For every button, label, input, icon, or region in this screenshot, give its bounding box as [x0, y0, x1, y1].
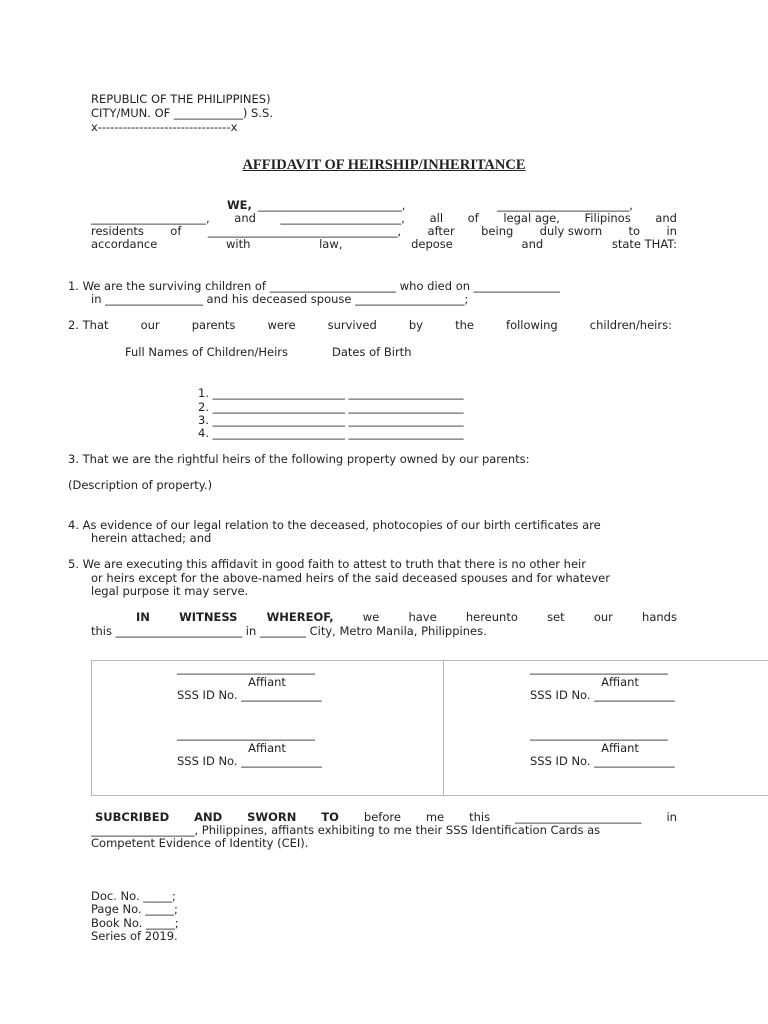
intro-word: legal age, — [503, 211, 560, 225]
item-2-word: were — [267, 318, 296, 332]
witness-word: we — [362, 610, 380, 624]
jurat-line-1 — [95, 810, 677, 824]
affiant-label: Affiant — [248, 741, 286, 755]
intro-word: and — [655, 211, 677, 225]
intro-word: and — [234, 211, 256, 225]
sss-id-field: SSS ID No. ______________ — [530, 754, 675, 768]
jurat-word: SUBCRIBED — [95, 810, 170, 824]
witness-word: hereunto — [465, 610, 518, 624]
item-1-line-2: in _________________ and his deceased spouse ___________________; — [91, 292, 469, 306]
heirs-column-names: Full Names of Children/Heirs — [125, 345, 288, 359]
sss-id-field: SSS ID No. ______________ — [177, 754, 322, 768]
header-republic: REPUBLIC OF THE PHILIPPINES) — [91, 92, 271, 106]
page-number: Page No. _____; — [91, 902, 178, 916]
jurat-word: this — [469, 810, 491, 824]
intro-word: of — [170, 224, 182, 238]
witness-line-1 — [136, 610, 677, 624]
signature-line: ________________________ — [530, 661, 668, 675]
intro-word: to — [628, 224, 641, 238]
book-number: Book No. _____; — [91, 916, 179, 930]
item-5-line-2: or heirs except for the above-named heirs of the said deceased spouses and for whatever — [91, 571, 610, 585]
jurat-word: SWORN — [247, 810, 297, 824]
item-2-word: parents — [191, 318, 236, 332]
witness-word: have — [408, 610, 437, 624]
intro-word: depose — [411, 237, 453, 251]
item-2-word: the — [455, 318, 474, 332]
witness-word: our — [593, 610, 613, 624]
item-2-word: by — [408, 318, 423, 332]
item-2-word: children/heirs: — [589, 318, 672, 332]
intro-word: all — [429, 211, 444, 225]
intro-word: accordance — [91, 237, 158, 251]
intro-word: in — [666, 224, 677, 238]
witness-word: WITNESS — [179, 610, 238, 624]
series-year: Series of 2019. — [91, 929, 178, 943]
item-5-line-3: legal purpose it may serve. — [91, 584, 249, 598]
intro-line-3 — [91, 224, 677, 238]
item-4-line-2: herein attached; and — [91, 531, 212, 545]
intro-word: state THAT: — [611, 237, 677, 251]
witness-word: IN — [136, 610, 150, 624]
item-2-word: survived — [327, 318, 377, 332]
jurat-word: TO — [321, 810, 339, 824]
witness-word: set — [547, 610, 565, 624]
item-2-line — [68, 318, 672, 332]
intro-word: _____________________, — [280, 211, 405, 225]
jurat-word: in — [666, 810, 677, 824]
jurat-word: AND — [194, 810, 223, 824]
intro-line-4 — [91, 237, 677, 251]
jurat-line-2: __________________, Philippines, affiants exhibiting to me their SSS Identification Cards as — [91, 823, 601, 837]
item-2-word: our — [140, 318, 160, 332]
affiant-label: Affiant — [248, 675, 286, 689]
intro-word: law, — [319, 237, 343, 251]
header-city: CITY/MUN. OF ____________) S.S. — [91, 106, 273, 120]
jurat-word: before — [363, 810, 401, 824]
heir-row: 1. _______________________ ____________________ — [198, 386, 464, 400]
signature-line: ________________________ — [177, 727, 315, 741]
item-1-line-1: 1. We are the surviving children of ______________________ who died on _______________ — [68, 279, 560, 293]
intro-word: with — [225, 237, 251, 251]
item-2-word: following — [506, 318, 558, 332]
doc-number: Doc. No. _____; — [91, 889, 176, 903]
intro-blank-2: _______________________, — [497, 198, 633, 212]
witness-word: hands — [642, 610, 677, 624]
intro-word: of — [467, 211, 479, 225]
jurat-line-3: Competent Evidence of Identity (CEI). — [91, 836, 309, 850]
item-5-line-1: 5. We are executing this affidavit in good faith to attest to truth that there is no other heir — [68, 557, 586, 571]
intro-word: and — [521, 237, 544, 251]
intro-word: residents — [91, 224, 144, 238]
page-title: AFFIDAVIT OF HEIRSHIP/INHERITANCE — [242, 157, 526, 173]
heir-row: 4. _______________________ ____________________ — [198, 426, 464, 440]
sss-id-field: SSS ID No. ______________ — [530, 688, 675, 702]
intro-word: ____________________, — [91, 211, 210, 225]
intro-line-2 — [91, 211, 677, 225]
signature-line: ________________________ — [177, 661, 315, 675]
jurat-word: ______________________ — [515, 810, 642, 824]
intro-we: WE, — [227, 198, 252, 212]
header-separator: x--------------------------------x — [91, 120, 238, 134]
item-2-word: 2. That — [68, 318, 109, 332]
jurat-word: me — [425, 810, 445, 824]
intro-word: _________________________________, — [207, 224, 402, 238]
intro-word: duly sworn — [539, 224, 603, 238]
intro-word: Filipinos — [584, 211, 631, 225]
affiant-label: Affiant — [601, 675, 639, 689]
signature-line: ________________________ — [530, 727, 668, 741]
signature-divider — [443, 660, 444, 795]
intro-word: after — [427, 224, 455, 238]
item-4-line-1: 4. As evidence of our legal relation to the deceased, photocopies of our birth certificates are — [68, 518, 601, 532]
witness-line-2: this ______________________ in ________ City, Metro Manila, Philippines. — [91, 624, 487, 638]
heir-row: 2. _______________________ ____________________ — [198, 400, 464, 414]
witness-word: WHEREOF, — [266, 610, 334, 624]
heirs-column-dates: Dates of Birth — [332, 345, 412, 359]
intro-blank-1: _________________________, — [258, 198, 406, 212]
sss-id-field: SSS ID No. ______________ — [177, 688, 322, 702]
intro-word: being — [481, 224, 514, 238]
affiant-label: Affiant — [601, 741, 639, 755]
item-3-line-1: 3. That we are the rightful heirs of the following property owned by our parents: — [68, 452, 530, 466]
heir-row: 3. _______________________ ____________________ — [198, 413, 464, 427]
property-description: (Description of property.) — [68, 478, 213, 492]
